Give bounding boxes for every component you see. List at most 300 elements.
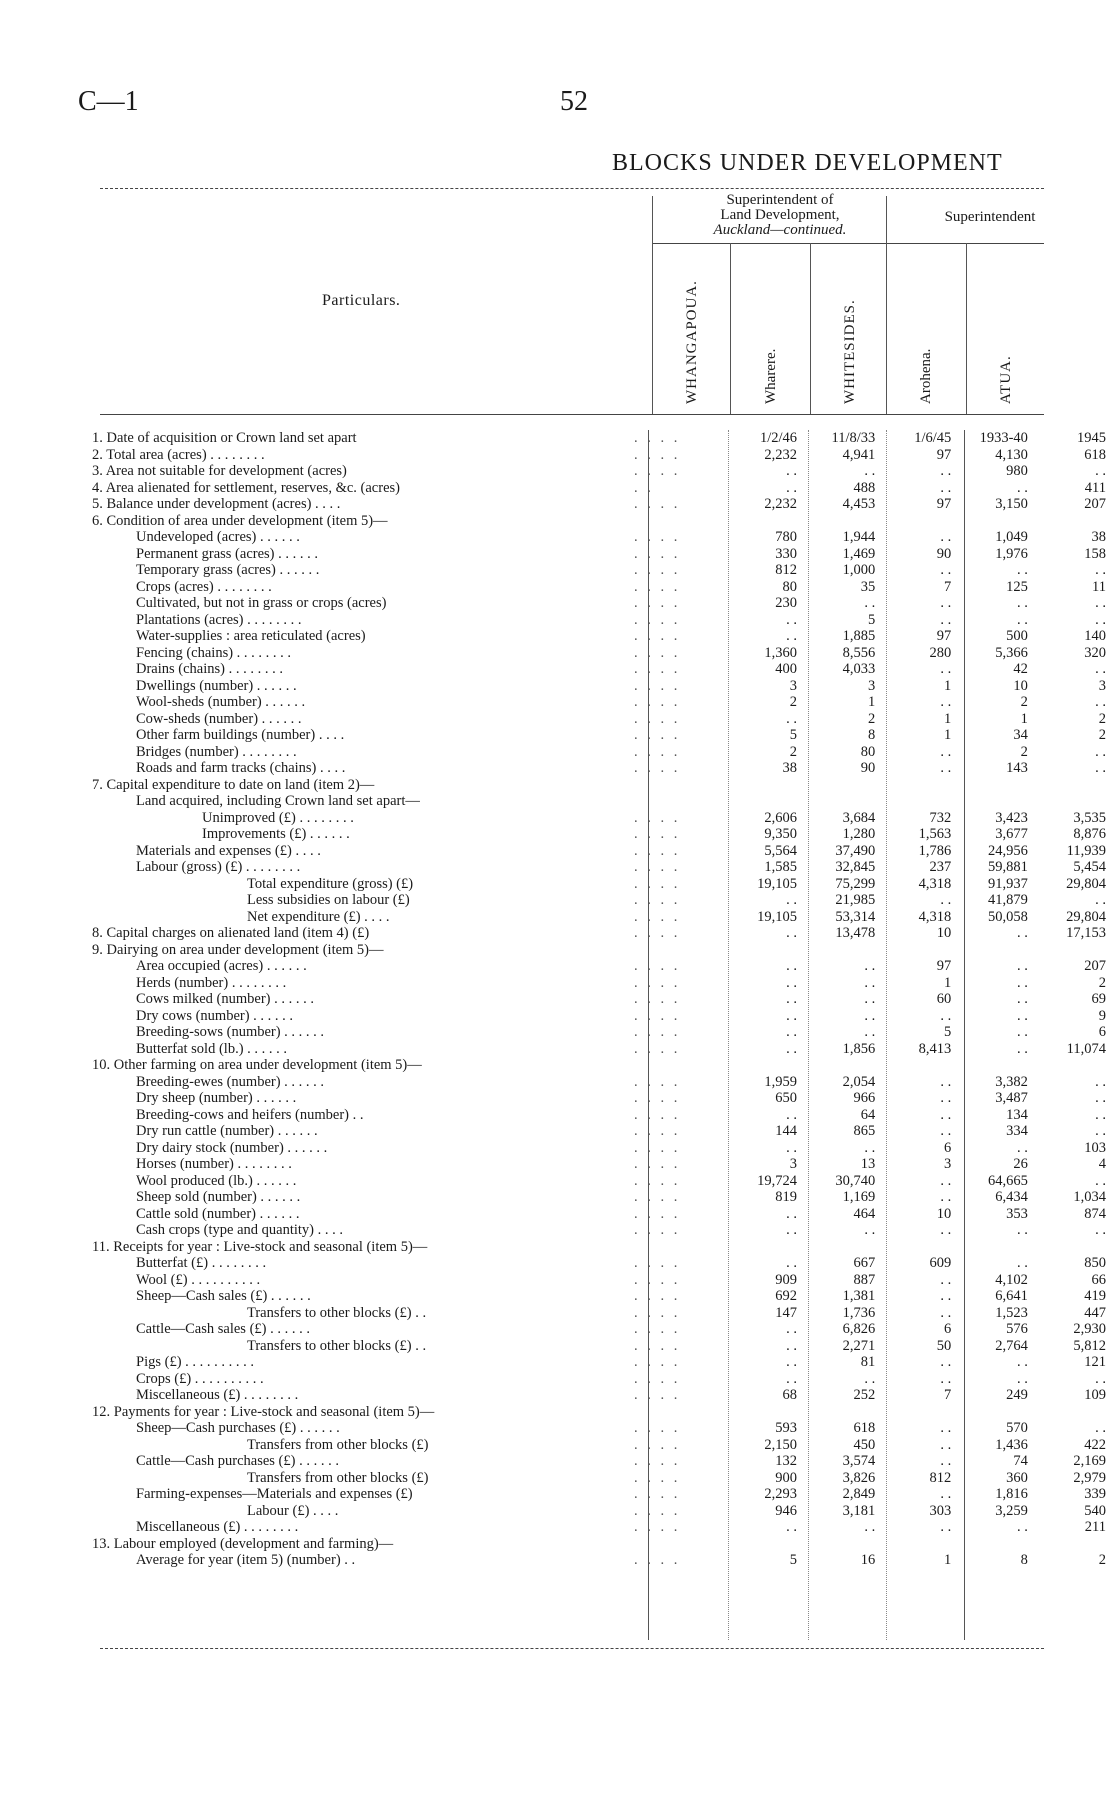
- table-row: [92, 1024, 1114, 1041]
- row-leader-dots: . . . .: [634, 842, 681, 859]
- row-leader-dots: . . . .: [634, 743, 681, 760]
- cell-whitesides: 97: [936, 628, 952, 644]
- cell-wharere: . .: [864, 974, 876, 991]
- cell-whangapoua: 593: [775, 1420, 797, 1436]
- cell-whitesides: [883, 777, 959, 794]
- cell-wharere: 2,054: [842, 1073, 876, 1090]
- row-leader-dots: . . . .: [634, 727, 681, 743]
- cell-atua: 540: [1084, 1502, 1106, 1519]
- row-label: Average for year (item 5) (number) . .: [136, 1552, 356, 1568]
- cell-whitesides: 3: [944, 1156, 952, 1172]
- cell-wharere: . .: [864, 991, 876, 1007]
- row-label: Bridges (number) . . . . . . . .: [136, 743, 297, 760]
- row-label: Horses (number) . . . . . . . .: [136, 1156, 292, 1172]
- blocks-table: [92, 430, 1114, 1569]
- cell-whitesides: 97: [936, 496, 952, 512]
- row-leader-dots: . . . .: [634, 958, 681, 974]
- cell-wharere: 1,944: [842, 529, 876, 545]
- cell-whangapoua: [727, 942, 805, 959]
- table-row: [92, 694, 1114, 711]
- cell-wharere: 37,490: [835, 842, 876, 859]
- cell-whitesides: 7: [944, 1387, 952, 1403]
- cell-arohena: 134: [1006, 1106, 1028, 1123]
- cell-arohena: 1,523: [995, 1304, 1028, 1321]
- cell-wharere: 3,574: [842, 1453, 876, 1469]
- cell-whangapoua: 2,232: [764, 496, 797, 512]
- cell-wharere: 1,856: [842, 1040, 876, 1057]
- cell-whangapoua: . .: [786, 1255, 797, 1271]
- cell-whangapoua: 650: [775, 1090, 797, 1106]
- cell-arohena: 74: [1013, 1453, 1028, 1469]
- cell-arohena: . .: [1017, 1222, 1028, 1238]
- cell-whitesides: 1: [944, 710, 952, 727]
- row-label: Fencing (chains) . . . . . . . .: [136, 644, 292, 661]
- cell-wharere: [805, 942, 883, 959]
- cell-atua: 6: [1098, 1024, 1106, 1040]
- row-leader-dots: . . . .: [634, 991, 681, 1007]
- cell-wharere: [805, 1404, 883, 1421]
- cell-atua: [1036, 1057, 1114, 1074]
- table-row: [92, 1486, 1114, 1503]
- cell-whitesides: 5: [944, 1024, 952, 1040]
- cell-atua: 4: [1098, 1156, 1106, 1172]
- table-row: [92, 1239, 1114, 1256]
- cell-atua: . .: [1095, 892, 1106, 908]
- col-head-whangapoua: WHANGAPOUA.: [684, 280, 700, 404]
- cell-whitesides: 1: [944, 727, 952, 743]
- row-label: Unimproved (£) . . . . . . . .: [202, 809, 354, 826]
- cell-atua: 447: [1084, 1304, 1106, 1321]
- cell-whangapoua: 230: [775, 595, 797, 611]
- cell-whangapoua: 5: [789, 1552, 797, 1568]
- cell-wharere: 30,740: [835, 1172, 876, 1189]
- cell-whitesides: . .: [940, 1486, 952, 1502]
- cell-whitesides: 10: [936, 1205, 952, 1222]
- cell-whangapoua: . .: [786, 463, 797, 479]
- cell-atua: 2,169: [1073, 1453, 1106, 1469]
- cell-wharere: 1,169: [842, 1189, 876, 1205]
- cell-wharere: 1,280: [842, 826, 876, 842]
- cell-atua: 339: [1084, 1486, 1106, 1502]
- row-label: Sheep—Cash sales (£) . . . . . .: [136, 1288, 311, 1304]
- cell-whangapoua: . .: [786, 1007, 797, 1024]
- row-label: Improvements (£) . . . . . .: [202, 826, 350, 842]
- table-row: [92, 1404, 1114, 1421]
- cell-arohena: 3,150: [995, 496, 1028, 512]
- row-leader-dots: . . . .: [634, 1106, 681, 1123]
- row-leader-dots: [634, 1057, 727, 1074]
- cell-whangapoua: 812: [775, 562, 797, 578]
- cell-atua: 5,812: [1073, 1337, 1106, 1354]
- cell-atua: . .: [1095, 1106, 1106, 1123]
- row-label: 7. Capital expenditure to date on land (item 2)—: [92, 776, 375, 793]
- cell-whitesides: 732: [929, 809, 952, 826]
- cell-whangapoua: 19,105: [757, 908, 797, 925]
- cell-arohena: 1,976: [995, 545, 1028, 562]
- particulars-heading: Particulars.: [322, 292, 401, 309]
- cell-whangapoua: [727, 1404, 805, 1421]
- table-row: [92, 678, 1114, 695]
- cell-whangapoua: 19,105: [757, 875, 797, 892]
- cell-arohena: [959, 777, 1036, 794]
- cell-arohena: . .: [1017, 925, 1028, 941]
- cell-atua: 158: [1084, 545, 1106, 562]
- heading-line-2: Land Development,: [720, 207, 840, 223]
- cell-atua: . .: [1095, 463, 1106, 479]
- table-row: [92, 1387, 1114, 1404]
- cell-arohena: 1,049: [995, 529, 1028, 545]
- cell-whitesides: 609: [929, 1255, 952, 1271]
- row-label: 11. Receipts for year : Live-stock and seasonal (item 5)—: [92, 1238, 428, 1255]
- cell-atua: . .: [1095, 1370, 1106, 1387]
- cell-whangapoua: 147: [775, 1304, 797, 1321]
- cell-wharere: 1,469: [842, 545, 876, 562]
- cell-wharere: 90: [860, 760, 876, 776]
- cell-atua: 11,074: [1066, 1040, 1106, 1057]
- row-leader-dots: . . . .: [634, 908, 681, 925]
- table-row: [92, 909, 1114, 926]
- cell-atua: . .: [1095, 1090, 1106, 1106]
- cell-wharere: 4,941: [842, 446, 876, 463]
- cell-atua: 103: [1084, 1139, 1106, 1156]
- table-row: [92, 612, 1114, 629]
- row-leader-dots: . . . .: [634, 1502, 681, 1519]
- table-row: [92, 727, 1114, 744]
- table-row: [92, 645, 1114, 662]
- row-leader-dots: . . . .: [634, 628, 681, 644]
- table-row: [92, 1123, 1114, 1140]
- row-label: Dry sheep (number) . . . . . .: [136, 1090, 297, 1106]
- cell-wharere: 80: [860, 743, 876, 760]
- cell-wharere: . .: [864, 1370, 876, 1387]
- cell-wharere: 4,453: [842, 496, 876, 512]
- cell-arohena: 143: [1006, 760, 1028, 776]
- row-label: Materials and expenses (£) . . . .: [136, 842, 321, 859]
- cell-arohena: 3,677: [995, 826, 1028, 842]
- row-label: 9. Dairying on area under development (item 5)—: [92, 941, 384, 958]
- cell-whangapoua: 780: [775, 529, 797, 545]
- row-leader-dots: [634, 793, 727, 810]
- cell-arohena: 576: [1006, 1321, 1028, 1337]
- cell-atua: 411: [1084, 479, 1106, 496]
- cell-whitesides: . .: [940, 694, 952, 710]
- cell-whitesides: 7: [944, 578, 952, 595]
- cell-arohena: . .: [1017, 1024, 1028, 1040]
- cell-wharere: 81: [860, 1354, 876, 1370]
- table-row: [92, 546, 1114, 563]
- cell-whitesides: 280: [929, 644, 952, 661]
- table-row: [92, 1519, 1114, 1536]
- row-label: 4. Area alienated for settlement, reserves, &c. (acres): [92, 479, 400, 496]
- cell-arohena: 34: [1013, 727, 1028, 743]
- cell-whangapoua: 144: [775, 1123, 797, 1139]
- row-leader-dots: . . . .: [634, 595, 681, 611]
- cell-whitesides: 90: [936, 545, 952, 562]
- col-divider: [886, 196, 887, 414]
- row-leader-dots: . . . .: [634, 1337, 681, 1354]
- cell-wharere: [805, 777, 883, 794]
- cell-wharere: . .: [864, 1139, 876, 1156]
- cell-arohena: 500: [1006, 628, 1028, 644]
- cell-whitesides: [883, 513, 959, 530]
- table-row: [92, 1288, 1114, 1305]
- cell-whangapoua: 68: [782, 1387, 797, 1403]
- table-row: [92, 1552, 1114, 1569]
- row-label: Plantations (acres) . . . . . . . .: [136, 611, 302, 628]
- cell-atua: 3,535: [1073, 809, 1106, 826]
- cell-wharere: [805, 513, 883, 530]
- row-leader-dots: . . . .: [634, 710, 681, 727]
- row-label: Labour (£) . . . .: [247, 1502, 339, 1519]
- row-label: Dry run cattle (number) . . . . . .: [136, 1123, 318, 1139]
- cell-whangapoua: [727, 777, 805, 794]
- cell-whitesides: [883, 793, 959, 810]
- cell-atua: 29,804: [1066, 908, 1106, 925]
- cell-arohena: 3,423: [995, 809, 1028, 826]
- row-label: Permanent grass (acres) . . . . . .: [136, 545, 318, 562]
- row-label: Breeding-cows and heifers (number) . .: [136, 1106, 364, 1123]
- cell-atua: . .: [1095, 1222, 1106, 1238]
- row-leader-dots: . . . .: [634, 1007, 681, 1024]
- row-label: 6. Condition of area under development (item 5)—: [92, 512, 388, 529]
- table-row: [92, 760, 1114, 777]
- row-label: Pigs (£) . . . . . . . . . .: [136, 1354, 255, 1370]
- cell-arohena: [959, 793, 1036, 810]
- row-leader-dots: . . . .: [634, 1123, 681, 1139]
- row-label: Wool-sheds (number) . . . . . .: [136, 694, 306, 710]
- cell-whangapoua: . .: [786, 1040, 797, 1057]
- row-leader-dots: . . . .: [634, 1172, 681, 1189]
- cell-wharere: [805, 1239, 883, 1256]
- row-leader-dots: . . . .: [634, 1288, 681, 1304]
- cell-whitesides: 1: [944, 677, 952, 694]
- cell-whangapoua: 692: [775, 1288, 797, 1304]
- row-leader-dots: [634, 1536, 727, 1553]
- table-row: [92, 1173, 1114, 1190]
- cell-atua: 11,939: [1066, 842, 1106, 859]
- cell-whangapoua: . .: [786, 710, 797, 727]
- cell-whitesides: 97: [936, 958, 952, 974]
- table-row: [92, 876, 1114, 893]
- row-label: Breeding-sows (number) . . . . . .: [136, 1024, 325, 1040]
- row-leader-dots: . . . .: [634, 1222, 681, 1238]
- table-row: [92, 628, 1114, 645]
- cell-arohena: 8: [1020, 1552, 1028, 1568]
- cell-whitesides: 4,318: [918, 875, 952, 892]
- row-leader-dots: . . . .: [634, 1090, 681, 1106]
- row-leader-dots: . . . .: [634, 1156, 681, 1172]
- cell-arohena: . .: [1017, 991, 1028, 1007]
- cell-whitesides: [883, 1536, 959, 1553]
- row-leader-dots: . . . .: [634, 496, 681, 512]
- table-row: [92, 463, 1114, 480]
- cell-atua: 109: [1084, 1387, 1106, 1403]
- cell-wharere: 53,314: [835, 908, 876, 925]
- row-label: Transfers to other blocks (£) . .: [247, 1304, 427, 1321]
- cell-atua: . .: [1095, 1073, 1106, 1090]
- cell-whangapoua: 909: [775, 1271, 797, 1288]
- cell-whitesides: . .: [940, 1189, 952, 1205]
- row-leader-dots: [634, 513, 727, 530]
- table-row: [92, 1041, 1114, 1058]
- cell-whangapoua: . .: [786, 1321, 797, 1337]
- cell-arohena: [959, 1239, 1036, 1256]
- table-row: [92, 1255, 1114, 1272]
- row-leader-dots: . . . .: [634, 446, 681, 463]
- cell-arohena: 980: [1006, 463, 1028, 479]
- table-row: [92, 1189, 1114, 1206]
- cell-atua: 69: [1091, 991, 1106, 1007]
- cell-whangapoua: . .: [786, 958, 797, 974]
- cell-whangapoua: 2: [789, 694, 797, 710]
- cell-wharere: 1,381: [842, 1288, 876, 1304]
- page-number: 52: [560, 86, 588, 117]
- cell-whitesides: . .: [940, 661, 952, 677]
- cell-atua: [1036, 1239, 1114, 1256]
- cell-whitesides: 812: [929, 1469, 952, 1486]
- footer-rule: [100, 1648, 1044, 1649]
- cell-arohena: 1933-40: [979, 430, 1028, 446]
- cell-arohena: 3,259: [995, 1502, 1028, 1519]
- row-leader-dots: . . . .: [634, 826, 681, 842]
- cell-arohena: . .: [1017, 1139, 1028, 1156]
- cell-atua: 2: [1098, 727, 1106, 743]
- cell-whitesides: . .: [940, 595, 952, 611]
- cell-arohena: 1,436: [995, 1436, 1028, 1453]
- row-label: Breeding-ewes (number) . . . . . .: [136, 1073, 325, 1090]
- cell-arohena: 6,641: [995, 1288, 1028, 1304]
- cell-whangapoua: 2,606: [764, 809, 797, 826]
- cell-whitesides: . .: [940, 1123, 952, 1139]
- row-label: Dry cows (number) . . . . . .: [136, 1007, 294, 1024]
- table-row: [92, 513, 1114, 530]
- cell-whangapoua: 2,150: [764, 1436, 797, 1453]
- table-row: [92, 529, 1114, 546]
- row-leader-dots: . . . .: [634, 611, 681, 628]
- heading-line-3: Auckland—continued.: [713, 222, 847, 238]
- cell-wharere: 3: [868, 677, 876, 694]
- row-leader-dots: . . . .: [634, 859, 681, 875]
- table-row: [92, 1156, 1114, 1173]
- table-row: [92, 1354, 1114, 1371]
- cell-whitesides: . .: [940, 1288, 952, 1304]
- row-label: 3. Area not suitable for development (acres): [92, 463, 347, 479]
- cell-whangapoua: . .: [786, 1205, 797, 1222]
- col-head-whitesides: WHITESIDES.: [842, 299, 858, 404]
- cell-arohena: [959, 1057, 1036, 1074]
- cell-wharere: 8,556: [842, 644, 876, 661]
- cell-whitesides: 1/6/45: [914, 430, 952, 446]
- cell-whangapoua: . .: [786, 1370, 797, 1387]
- cell-arohena: 42: [1013, 661, 1028, 677]
- row-label: Herds (number) . . . . . . . .: [136, 974, 287, 991]
- row-leader-dots: . . . .: [634, 644, 681, 661]
- cell-atua: . .: [1095, 1123, 1106, 1139]
- table-row: [92, 661, 1114, 678]
- cell-whitesides: 60: [936, 991, 952, 1007]
- cell-whangapoua: [727, 1536, 805, 1553]
- row-leader-dots: . . . .: [634, 1321, 681, 1337]
- row-leader-dots: . . . .: [634, 1304, 681, 1321]
- cell-whitesides: 4,318: [918, 908, 952, 925]
- cell-arohena: . .: [1017, 958, 1028, 974]
- cell-wharere: . .: [864, 1024, 876, 1040]
- cell-whitesides: [883, 1404, 959, 1421]
- cell-whangapoua: 819: [775, 1189, 797, 1205]
- cell-atua: . .: [1095, 743, 1106, 760]
- cell-atua: [1036, 777, 1114, 794]
- table-row: [92, 579, 1114, 596]
- table-row: [92, 1107, 1114, 1124]
- row-leader-dots: . . . .: [634, 1139, 681, 1156]
- cell-arohena: . .: [1017, 1370, 1028, 1387]
- cell-wharere: 2,849: [842, 1486, 876, 1502]
- cell-atua: . .: [1095, 611, 1106, 628]
- cell-arohena: [959, 942, 1036, 959]
- cell-whangapoua: 80: [782, 578, 797, 595]
- cell-whitesides: 50: [936, 1337, 952, 1354]
- row-label: 12. Payments for year : Live-stock and seasonal (item 5)—: [92, 1403, 435, 1420]
- cell-atua: 211: [1084, 1519, 1106, 1535]
- row-label: Miscellaneous (£) . . . . . . . .: [136, 1519, 299, 1535]
- cell-wharere: 3,181: [842, 1502, 876, 1519]
- col-divider: [652, 196, 653, 414]
- row-leader-dots: . . . .: [634, 1354, 681, 1370]
- cell-whitesides: . .: [940, 1453, 952, 1469]
- page-title: BLOCKS UNDER DEVELOPMENT: [612, 150, 1003, 176]
- row-leader-dots: . . . .: [634, 875, 681, 892]
- cell-atua: . .: [1095, 694, 1106, 710]
- row-leader-dots: . . . .: [634, 1370, 681, 1387]
- row-label: Area occupied (acres) . . . . . .: [136, 958, 307, 974]
- cell-wharere: 865: [853, 1123, 876, 1139]
- cell-atua: 1945: [1077, 430, 1106, 446]
- cell-wharere: 488: [853, 479, 876, 496]
- superintendent-auckland-heading: [670, 193, 890, 238]
- cell-whangapoua: . .: [786, 991, 797, 1007]
- cell-atua: 1,034: [1073, 1189, 1106, 1205]
- table-row: [92, 1074, 1114, 1091]
- cell-wharere: . .: [864, 595, 876, 611]
- cell-arohena: 3,382: [995, 1073, 1028, 1090]
- row-label: Butterfat (£) . . . . . . . .: [136, 1255, 267, 1271]
- cell-wharere: 6,826: [842, 1321, 876, 1337]
- cell-wharere: 16: [860, 1552, 876, 1568]
- row-leader-dots: . . . .: [634, 545, 681, 562]
- cell-arohena: 6,434: [995, 1189, 1028, 1205]
- cell-arohena: . .: [1017, 611, 1028, 628]
- cell-arohena: 2: [1020, 694, 1028, 710]
- cell-atua: . .: [1095, 760, 1106, 776]
- cell-wharere: 13: [860, 1156, 876, 1172]
- col-divider: [730, 243, 731, 414]
- cell-arohena: 353: [1006, 1205, 1028, 1222]
- cell-atua: . .: [1095, 661, 1106, 677]
- cell-wharere: 1,000: [842, 562, 876, 578]
- cell-atua: 2: [1098, 974, 1106, 991]
- row-leader-dots: . . . .: [634, 1271, 681, 1288]
- row-leader-dots: . . . .: [634, 1469, 681, 1486]
- cell-arohena: . .: [1017, 479, 1028, 496]
- row-leader-dots: . . . .: [634, 1387, 681, 1403]
- cell-arohena: [959, 1536, 1036, 1553]
- row-label: Cows milked (number) . . . . . .: [136, 991, 315, 1007]
- cell-arohena: 3,487: [995, 1090, 1028, 1106]
- cell-arohena: 2,764: [995, 1337, 1028, 1354]
- table-row: [92, 991, 1114, 1008]
- table-row: [92, 777, 1114, 794]
- cell-arohena: 4,130: [995, 446, 1028, 463]
